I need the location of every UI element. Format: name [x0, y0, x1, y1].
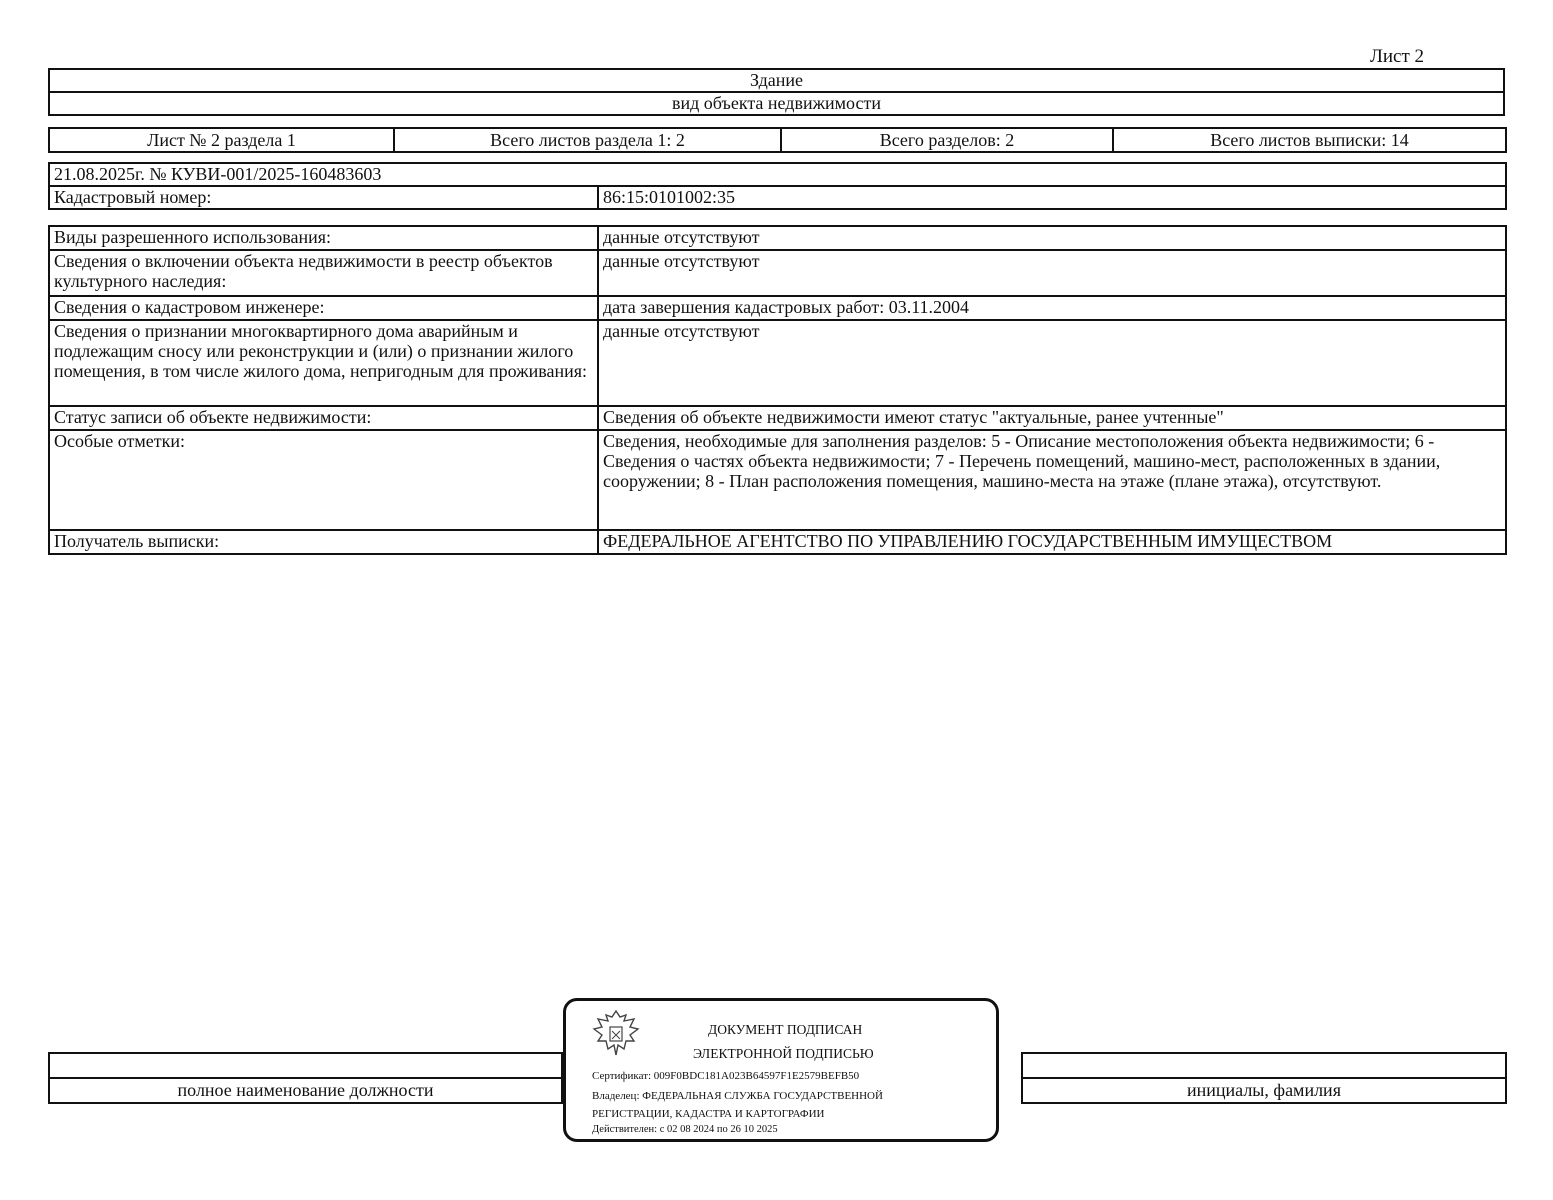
row-label: Получатель выписки:	[49, 530, 598, 554]
row-value: данные отсутствуют	[598, 320, 1506, 406]
position-blank	[49, 1053, 562, 1078]
row-label: Сведения о включении объекта недвижимости в реестр объектов культурного наследия:	[49, 250, 598, 296]
eagle-emblem-icon	[590, 1007, 642, 1059]
stamp-owner-2: РЕГИСТРАЦИИ, КАДАСТРА И КАРТОГРАФИИ	[592, 1108, 825, 1120]
row-value: Сведения об объекте недвижимости имеют статус "актуальные, ранее учтенные"	[598, 406, 1506, 430]
details-table	[48, 225, 1507, 555]
object-name: Здание	[49, 69, 1504, 92]
position-caption: полное наименование должности	[49, 1078, 562, 1103]
total-sheets-section: Всего листов раздела 1: 2	[394, 128, 781, 152]
name-blank	[1022, 1053, 1506, 1078]
row-value: ФЕДЕРАЛЬНОЕ АГЕНТСТВО ПО УПРАВЛЕНИЮ ГОСУДАРСТВЕННЫМ ИМУЩЕСТВОМ	[598, 530, 1506, 554]
stamp-title-1: ДОКУМЕНТ ПОДПИСАН	[708, 1022, 863, 1037]
row-label: Сведения о кадастровом инженере:	[49, 296, 598, 320]
row-value: дата завершения кадастровых работ: 03.11.2004	[598, 296, 1506, 320]
identification-table	[48, 162, 1507, 210]
row-value: Сведения, необходимые для заполнения разделов: 5 - Описание местоположения объекта недвижимости; 6 - Сведения о частях объекта недвижимости; 7 - Перечень помещений, машино-мест, расположенных в здании, сооружении; 8 - План расположения помещения, машино-места на этаже (плане этажа), отсутствуют.	[598, 430, 1506, 530]
total-sections: Всего разделов: 2	[781, 128, 1113, 152]
object-header-table	[48, 68, 1505, 116]
stamp-certificate: Сертификат: 009F0BDC181A023B64597F1E2579BEFB50	[592, 1070, 860, 1082]
row-label: Виды разрешенного использования:	[49, 226, 598, 250]
total-sheets-extract: Всего листов выписки: 14	[1113, 128, 1506, 152]
sheet-of-section: Лист № 2 раздела 1	[49, 128, 394, 152]
cadastral-value: 86:15:0101002:35	[598, 186, 1506, 209]
extract-number: 21.08.2025г. № КУВИ-001/2025-160483603	[49, 163, 1506, 186]
row-value: данные отсутствуют	[598, 250, 1506, 296]
name-caption: инициалы, фамилия	[1022, 1078, 1506, 1103]
row-label: Сведения о признании многоквартирного дома аварийным и подлежащим сносу или реконструкции и (или) о признании жилого помещения, в том числе жилого дома, непригодным для проживания:	[49, 320, 598, 406]
stamp-owner-1: Владелец: ФЕДЕРАЛЬНАЯ СЛУЖБА ГОСУДАРСТВЕННОЙ	[592, 1090, 883, 1102]
row-value: данные отсутствуют	[598, 226, 1506, 250]
cadastral-label: Кадастровый номер:	[49, 186, 598, 209]
row-label: Особые отметки:	[49, 430, 598, 530]
sheet-meta-table	[48, 127, 1507, 153]
sheet-label: Лист 2	[1370, 46, 1425, 67]
electronic-signature-stamp	[563, 998, 999, 1142]
object-kind-caption: вид объекта недвижимости	[49, 92, 1504, 115]
stamp-title-2: ЭЛЕКТРОННОЙ ПОДПИСЬЮ	[693, 1046, 874, 1061]
row-label: Статус записи об объекте недвижимости:	[49, 406, 598, 430]
stamp-valid: Действителен: с 02 08 2024 по 26 10 2025	[592, 1124, 778, 1135]
